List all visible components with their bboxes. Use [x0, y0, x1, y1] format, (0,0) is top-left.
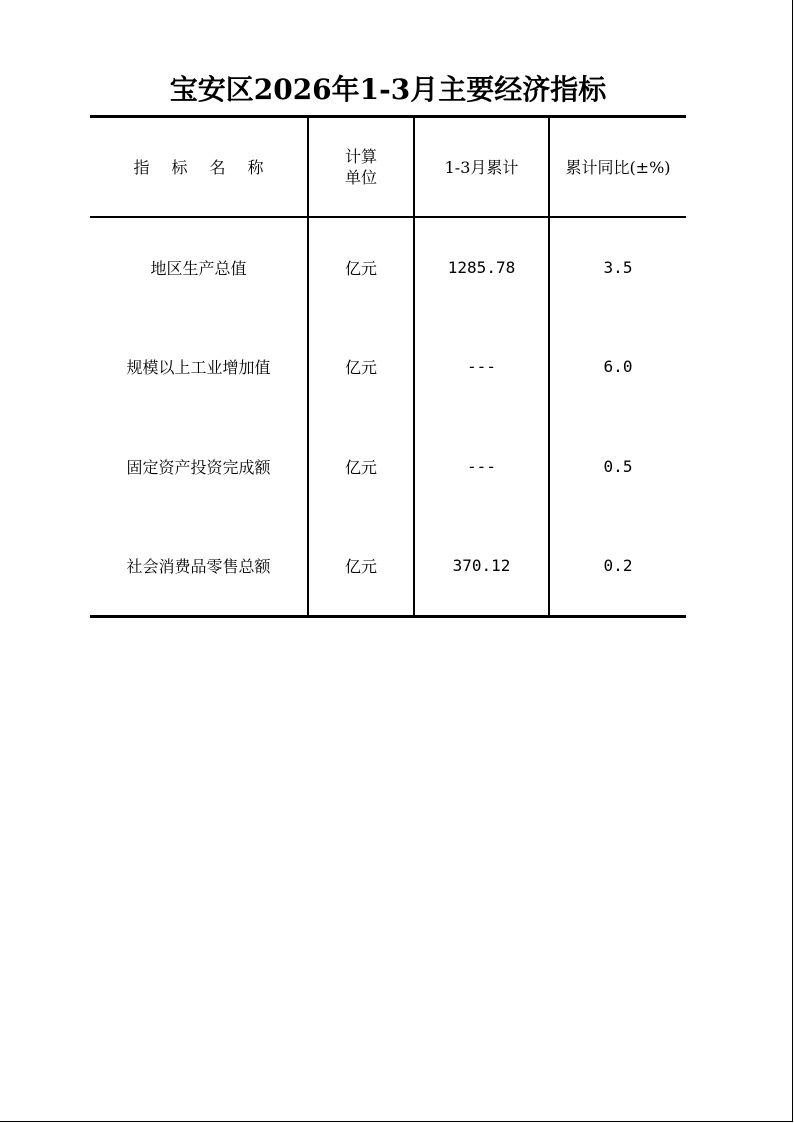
- row-yoy-change: 0.5: [549, 417, 686, 517]
- row-unit: 亿元: [308, 317, 414, 417]
- table-row: [90, 517, 686, 617]
- row-yoy-change: 3.5: [549, 217, 686, 317]
- row-indicator-name: 地区生产总值: [150, 258, 247, 278]
- row-indicator-name: 规模以上工业增加值: [126, 358, 271, 377]
- table-row: [90, 217, 686, 317]
- header-yoy-change: 累计同比(±%): [549, 117, 686, 217]
- row-unit: 亿元: [308, 217, 414, 317]
- row-cumulative-total: ---: [414, 417, 549, 517]
- header-cumulative-total: 1-3月累计: [414, 117, 549, 217]
- row-cumulative-total: 370.12: [414, 517, 549, 617]
- table-row: [90, 317, 686, 417]
- row-yoy-change: 6.0: [549, 317, 686, 417]
- table-header-row: [90, 117, 686, 217]
- header-indicator-name: 指标名称: [90, 117, 308, 217]
- page-title: 宝安区2026年1-3月主要经济指标: [169, 73, 607, 106]
- header-unit-line1: 计算: [344, 146, 377, 166]
- header-unit-line2: 单位: [344, 167, 377, 187]
- table-row: [90, 417, 686, 517]
- row-cumulative-total: ---: [414, 317, 549, 417]
- indicators-table: [90, 115, 686, 618]
- row-cumulative-total: 1285.78: [414, 217, 549, 317]
- row-yoy-change: 0.2: [549, 517, 686, 617]
- header-unit: [308, 117, 414, 217]
- row-indicator-name: 固定资产投资完成额: [126, 458, 271, 477]
- row-indicator-name: 社会消费品零售总额: [90, 517, 308, 617]
- row-unit: 亿元: [308, 417, 414, 517]
- row-unit: 亿元: [308, 517, 414, 617]
